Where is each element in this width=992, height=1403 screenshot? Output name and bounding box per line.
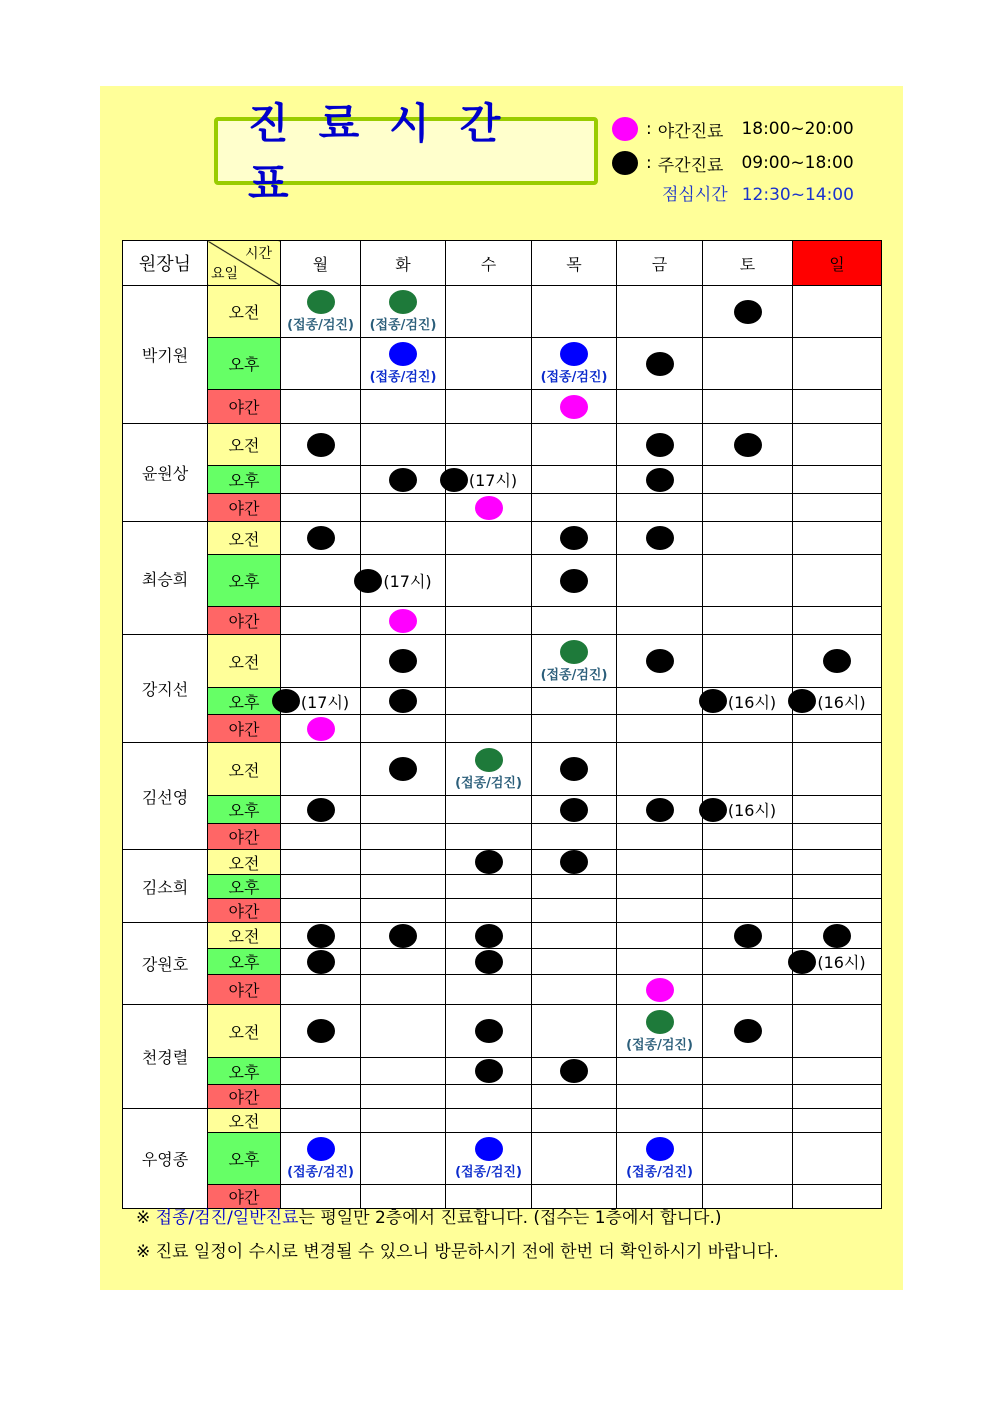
magenta-dot-icon xyxy=(307,717,335,741)
doctor-name: 강원호 xyxy=(123,923,208,1005)
table-row xyxy=(123,1109,882,1133)
blue-dot-icon xyxy=(475,1137,503,1161)
table-row: 오후 (접종/검진) (접종/검진) xyxy=(123,338,882,390)
slot-am: 오전 xyxy=(208,635,281,688)
black-dot-icon xyxy=(440,468,468,492)
slot-night: 야간 xyxy=(208,494,281,522)
table-row: 오후 (17시) (16시) (16시) xyxy=(123,688,882,715)
black-dot-icon xyxy=(788,689,816,713)
table-row: 오후 (접종/검진) (접종/검진) (접종/검진) xyxy=(123,1133,882,1185)
slot-am: 오전 xyxy=(208,850,281,875)
table-row xyxy=(123,715,882,743)
black-dot-icon xyxy=(734,1019,762,1043)
black-dot-icon xyxy=(646,352,674,376)
table-row xyxy=(123,424,882,466)
black-dot-icon xyxy=(307,1019,335,1043)
doctor-name: 김선영 xyxy=(123,743,208,850)
lunch-time xyxy=(662,180,868,205)
black-dot-icon xyxy=(272,689,300,713)
black-dot-icon xyxy=(699,689,727,713)
black-dot-icon xyxy=(823,649,851,673)
blue-dot-icon xyxy=(389,342,417,366)
slot-pm: 오후 xyxy=(208,796,281,824)
slot-night: 야간 xyxy=(208,975,281,1005)
blue-dot-icon xyxy=(307,1137,335,1161)
page-title: 진료시간표 xyxy=(248,99,531,208)
table-header-row xyxy=(123,241,882,286)
header-time-label: 시간 xyxy=(244,246,272,262)
black-dot-icon xyxy=(307,924,335,948)
header-day-fri: 금 xyxy=(617,241,703,286)
black-dot-icon xyxy=(354,569,382,593)
slot-night: 야간 xyxy=(208,390,281,424)
black-dot-icon xyxy=(475,950,503,974)
blue-dot-icon xyxy=(646,1137,674,1161)
blue-dot-icon xyxy=(560,342,588,366)
slot-pm: 오후 xyxy=(208,1058,281,1085)
slot-pm: 오후 xyxy=(208,688,281,715)
table-row: 오후 (17시) xyxy=(123,466,882,494)
black-dot-icon xyxy=(699,798,727,822)
slot-night: 야간 xyxy=(208,1085,281,1109)
footnote-1-text: 는 평일만 2층에서 진료합니다. (접수는 1층에서 합니다.) xyxy=(298,1208,722,1228)
table-row: 오후 (16시) xyxy=(123,949,882,975)
footnote-1-highlight: 접종/검진/일반진료 xyxy=(155,1208,299,1228)
table-row xyxy=(123,522,882,555)
doctor-name: 천경렬 xyxy=(123,1005,208,1109)
header-day-mon: 월 xyxy=(281,241,361,286)
black-dot-icon xyxy=(307,798,335,822)
black-dot-icon xyxy=(734,924,762,948)
table-row xyxy=(123,1058,882,1085)
black-dot-icon xyxy=(646,798,674,822)
table-row xyxy=(123,824,882,850)
header-day-tue: 화 xyxy=(361,241,446,286)
header-day-label: 요일 xyxy=(211,266,239,282)
slot-am: 오전 xyxy=(208,286,281,338)
black-dot-icon xyxy=(646,468,674,492)
green-dot-icon xyxy=(560,640,588,664)
green-dot-icon xyxy=(389,290,417,314)
doctor-name: 박기원 xyxy=(123,286,208,424)
slot-night: 야간 xyxy=(208,899,281,923)
legend-day-time: 09:00~18:00 xyxy=(741,153,854,173)
black-dot-icon xyxy=(560,757,588,781)
slot-night: 야간 xyxy=(208,1185,281,1209)
slot-pm: 오후 xyxy=(208,338,281,390)
green-dot-icon xyxy=(307,290,335,314)
table-row xyxy=(123,875,882,899)
legend-night: : 야간진료 18:00~20:00 xyxy=(612,112,854,146)
black-dot-icon xyxy=(389,757,417,781)
table-row xyxy=(123,899,882,923)
black-dot-icon xyxy=(560,798,588,822)
lunch-label: 점심시간 xyxy=(662,185,728,205)
black-dot-icon xyxy=(788,950,816,974)
black-dot-icon xyxy=(307,526,335,550)
slot-night: 야간 xyxy=(208,824,281,850)
table-row: 박기원 오전 (접종/검진) (접종/검진) xyxy=(123,286,882,338)
black-dot-icon xyxy=(734,300,762,324)
slot-am: 오전 xyxy=(208,743,281,796)
header-day-sun: 일 xyxy=(793,241,882,286)
legend-day-label: 주간진료 xyxy=(657,155,724,176)
slot-pm: 오후 xyxy=(208,1133,281,1185)
doctor-name: 강지선 xyxy=(123,635,208,743)
table-row: 김선영 오전 (접종/검진) xyxy=(123,743,882,796)
black-dot-icon xyxy=(475,850,503,874)
header-day-sat: 토 xyxy=(703,241,793,286)
table-row xyxy=(123,494,882,522)
table-row xyxy=(123,975,882,1005)
magenta-dot-icon xyxy=(560,395,588,419)
black-dot-icon xyxy=(475,924,503,948)
table-row xyxy=(123,390,882,424)
schedule-table xyxy=(122,240,882,1209)
legend xyxy=(612,112,854,180)
black-dot-icon xyxy=(823,924,851,948)
slot-am: 오전 xyxy=(208,1005,281,1058)
table-row: 천경렬 오전 (접종/검진) xyxy=(123,1005,882,1058)
black-dot-icon xyxy=(646,433,674,457)
table-row xyxy=(123,850,882,875)
green-dot-icon xyxy=(646,1010,674,1034)
magenta-dot-icon xyxy=(475,496,503,520)
slot-am: 오전 xyxy=(208,522,281,555)
slot-am: 오전 xyxy=(208,424,281,466)
slot-night: 야간 xyxy=(208,607,281,635)
black-dot-icon xyxy=(389,649,417,673)
doctor-name: 윤원상 xyxy=(123,424,208,522)
doctor-name: 김소희 xyxy=(123,850,208,923)
black-dot-icon xyxy=(307,433,335,457)
black-dot-icon xyxy=(560,850,588,874)
black-dot-icon xyxy=(612,151,638,175)
header-day-thu: 목 xyxy=(532,241,617,286)
slot-pm: 오후 xyxy=(208,875,281,899)
header-doctor: 원장님 xyxy=(123,241,208,286)
table-row xyxy=(123,607,882,635)
footnote-1: ※ 접종/검진/일반진료는 평일만 2층에서 진료합니다. (접수는 1층에서 합니다.) xyxy=(136,1208,722,1228)
footnote-2: ※ 진료 일정이 수시로 변경될 수 있으니 방문하시기 전에 한번 더 확인하시기 바랍니다. xyxy=(136,1242,779,1262)
doctor-name: 최승희 xyxy=(123,522,208,635)
table-row xyxy=(123,923,882,949)
slot-pm: 오후 xyxy=(208,555,281,607)
legend-night-time: 18:00~20:00 xyxy=(741,119,854,139)
magenta-dot-icon xyxy=(646,978,674,1002)
table-row: 오후 (17시) xyxy=(123,555,882,607)
black-dot-icon xyxy=(389,689,417,713)
slot-pm: 오후 xyxy=(208,466,281,494)
black-dot-icon xyxy=(560,1059,588,1083)
black-dot-icon xyxy=(389,468,417,492)
black-dot-icon xyxy=(646,649,674,673)
table-row: 강지선 오전 (접종/검진) xyxy=(123,635,882,688)
black-dot-icon xyxy=(307,950,335,974)
legend-day: : 주간진료 09:00~18:00 xyxy=(612,146,854,180)
magenta-dot-icon xyxy=(612,117,638,141)
slot-am: 오전 xyxy=(208,1109,281,1133)
doctor-name: 우영종 xyxy=(123,1109,208,1209)
table-row: 오후 (16시) xyxy=(123,796,882,824)
title-box xyxy=(214,99,598,208)
black-dot-icon xyxy=(389,924,417,948)
lunch-time-value: 12:30~14:00 xyxy=(741,185,854,205)
magenta-dot-icon xyxy=(389,609,417,633)
black-dot-icon xyxy=(560,569,588,593)
header-day-wed: 수 xyxy=(446,241,532,286)
slot-am: 오전 xyxy=(208,923,281,949)
header-diagonal-cell xyxy=(208,241,281,286)
slot-night: 야간 xyxy=(208,715,281,743)
legend-night-label: 야간진료 xyxy=(657,121,724,142)
black-dot-icon xyxy=(734,433,762,457)
slot-pm: 오후 xyxy=(208,949,281,975)
black-dot-icon xyxy=(646,526,674,550)
black-dot-icon xyxy=(560,526,588,550)
black-dot-icon xyxy=(475,1019,503,1043)
table-row xyxy=(123,1085,882,1109)
green-dot-icon xyxy=(475,748,503,772)
black-dot-icon xyxy=(475,1059,503,1083)
